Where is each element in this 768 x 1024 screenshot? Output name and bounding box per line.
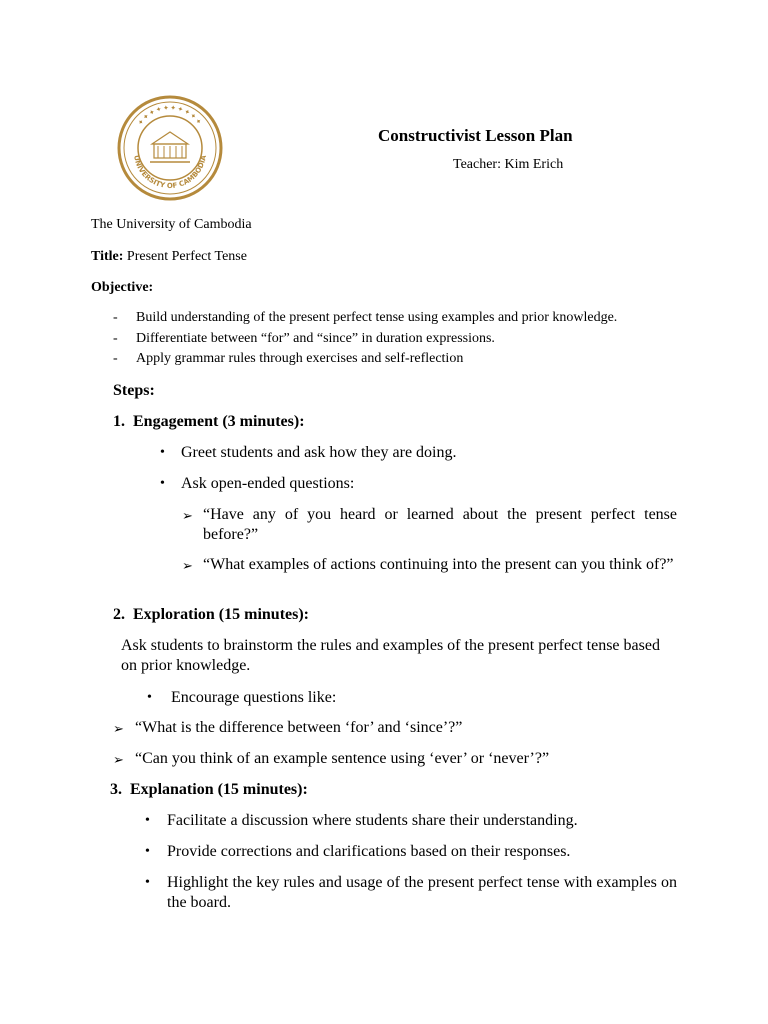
bullet-icon: • <box>145 844 150 859</box>
arrow-bullet-icon: ➢ <box>113 752 124 767</box>
step-2-question: “Can you think of an example sentence using ‘ever’ or ‘never’?” <box>135 750 550 767</box>
step-2-heading-line <box>113 605 309 625</box>
step-number: 2. <box>113 606 125 623</box>
bullet-icon: • <box>160 476 165 491</box>
step-number: 3. <box>110 781 122 798</box>
objective-item: Apply grammar rules through exercises and self-reflection <box>136 351 464 366</box>
lesson-title-value: Present Perfect Tense <box>126 249 247 264</box>
bullet-icon: • <box>145 875 150 890</box>
step-3-bullet: Provide corrections and clarifications based on their responses. <box>167 843 571 860</box>
bullet-icon: • <box>145 813 150 828</box>
step-1-question: “Have any of you heard or learned about the present perfect tense before?” <box>203 506 677 543</box>
step-3-heading-line <box>110 780 308 800</box>
step-1-bullet: Ask open-ended questions: <box>181 475 355 492</box>
university-name: The University of Cambodia <box>91 217 252 232</box>
objective-item: Differentiate between “for” and “since” in duration expressions. <box>136 331 495 346</box>
lesson-title-label: Title: <box>91 249 124 264</box>
objective-item: Build understanding of the present perfect tense using examples and prior knowledge. <box>136 310 618 325</box>
arrow-bullet-icon: ➢ <box>182 508 193 523</box>
svg-text:✦✦✦✦✦✦✦✦✦✦: ✦✦✦✦✦✦✦✦✦✦ <box>136 103 204 128</box>
document-title: Constructivist Lesson Plan <box>378 126 573 145</box>
dash-icon: - <box>113 351 118 366</box>
lesson-title-line <box>91 247 247 267</box>
step-heading: Exploration (15 minutes): <box>133 606 309 623</box>
objective-label: Objective: <box>91 280 154 295</box>
step-number: 1. <box>113 413 125 430</box>
university-seal-logo <box>116 94 224 202</box>
step-1-question: “What examples of actions continuing into the present can you think of?” <box>203 556 674 573</box>
arrow-bullet-icon: ➢ <box>113 721 124 736</box>
svg-text:UNIVERSITY OF CAMBODIA: UNIVERSITY OF CAMBODIA <box>132 154 208 191</box>
step-3-bullet: Highlight the key rules and usage of the present perfect tense with examples on the board. <box>167 874 677 911</box>
step-2-bullet: Encourage questions like: <box>171 689 337 706</box>
dash-icon: - <box>113 331 118 346</box>
teacher-name: Teacher: Kim Erich <box>453 157 564 172</box>
step-1-bullet: Greet students and ask how they are doing. <box>181 444 457 461</box>
steps-label: Steps: <box>113 382 155 399</box>
step-3-bullet: Facilitate a discussion where students share their understanding. <box>167 812 578 829</box>
step-heading: Engagement (3 minutes): <box>133 413 305 430</box>
dash-icon: - <box>113 310 118 325</box>
bullet-icon: • <box>147 690 152 705</box>
step-1-heading-line <box>113 412 305 432</box>
bullet-icon: • <box>160 445 165 460</box>
step-2-paragraph: Ask students to brainstorm the rules and examples of the present perfect tense based on prior knowledge. <box>121 637 660 674</box>
step-heading: Explanation (15 minutes): <box>130 781 308 798</box>
arrow-bullet-icon: ➢ <box>182 558 193 573</box>
step-2-question: “What is the difference between ‘for’ and ‘since’?” <box>135 719 463 736</box>
